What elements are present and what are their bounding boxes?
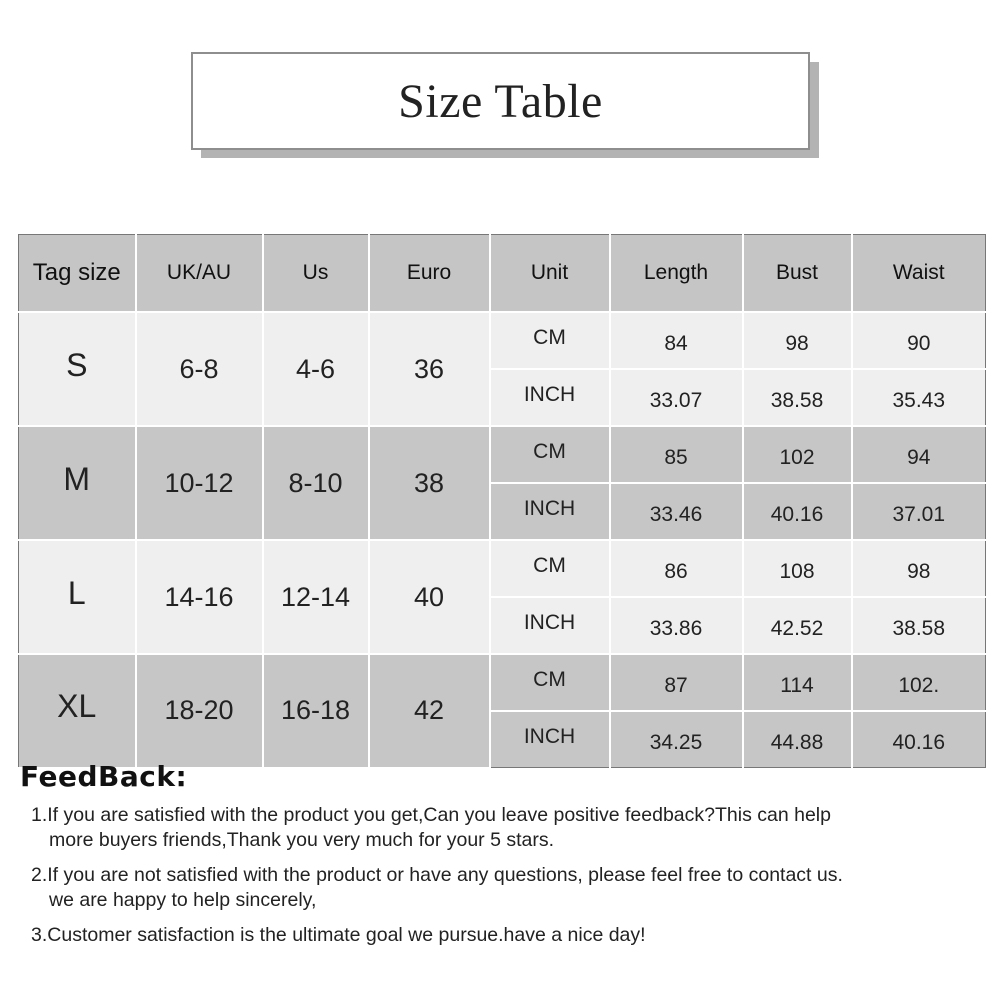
cell-uk-au: 6-8	[136, 312, 263, 426]
header-uk-au: UK/AU	[136, 235, 263, 313]
table-row	[19, 312, 986, 369]
cell-waist: 98	[852, 540, 986, 597]
table-row	[19, 426, 986, 483]
page-title: Size Table	[398, 74, 603, 128]
cell-unit: CM	[490, 312, 610, 369]
header-bust: Bust	[743, 235, 852, 313]
feedback-line: 3.Customer satisfaction is the ultimate goal we pursue.have a nice day!	[31, 924, 646, 946]
cell-length: 85	[610, 426, 743, 483]
cell-unit: INCH	[490, 711, 610, 768]
feedback-line: more buyers friends,Thank you very much for your 5 stars.	[49, 829, 555, 851]
cell-euro: 38	[369, 426, 490, 540]
cell-length: 34.25	[610, 711, 743, 768]
header-us: Us	[263, 235, 369, 313]
feedback-line: we are happy to help sincerely,	[49, 889, 317, 911]
cell-waist: 102.	[852, 654, 986, 711]
cell-length: 33.46	[610, 483, 743, 540]
cell-unit: INCH	[490, 597, 610, 654]
cell-length: 33.07	[610, 369, 743, 426]
cell-bust: 44.88	[743, 711, 852, 768]
cell-length: 86	[610, 540, 743, 597]
cell-bust: 108	[743, 540, 852, 597]
cell-waist: 37.01	[852, 483, 986, 540]
cell-unit: INCH	[490, 483, 610, 540]
table-header-row	[19, 235, 986, 313]
cell-length: 84	[610, 312, 743, 369]
feedback-title: FeedBack:	[20, 760, 188, 793]
feedback-item	[31, 863, 971, 913]
cell-bust: 98	[743, 312, 852, 369]
feedback-item	[31, 803, 971, 853]
cell-uk-au: 14-16	[136, 540, 263, 654]
cell-tag-size: S	[19, 312, 136, 426]
cell-unit: CM	[490, 426, 610, 483]
cell-euro: 36	[369, 312, 490, 426]
feedback-line: 1.If you are satisfied with the product you get,Can you leave positive feedback?This can help	[31, 804, 831, 826]
cell-waist: 38.58	[852, 597, 986, 654]
cell-unit: CM	[490, 654, 610, 711]
header-length: Length	[610, 235, 743, 313]
cell-euro: 42	[369, 654, 490, 768]
header-unit: Unit	[490, 235, 610, 313]
cell-waist: 90	[852, 312, 986, 369]
header-waist: Waist	[852, 235, 986, 313]
cell-us: 12-14	[263, 540, 369, 654]
cell-bust: 40.16	[743, 483, 852, 540]
cell-unit: INCH	[490, 369, 610, 426]
cell-bust: 38.58	[743, 369, 852, 426]
cell-bust: 42.52	[743, 597, 852, 654]
cell-tag-size: M	[19, 426, 136, 540]
title-box	[191, 52, 810, 150]
header-tag-size: Tag size	[19, 235, 136, 313]
cell-us: 4-6	[263, 312, 369, 426]
cell-length: 87	[610, 654, 743, 711]
header-euro: Euro	[369, 235, 490, 313]
cell-us: 8-10	[263, 426, 369, 540]
cell-tag-size: XL	[19, 654, 136, 768]
cell-waist: 40.16	[852, 711, 986, 768]
cell-waist: 94	[852, 426, 986, 483]
cell-bust: 114	[743, 654, 852, 711]
cell-us: 16-18	[263, 654, 369, 768]
cell-tag-size: L	[19, 540, 136, 654]
size-table	[18, 234, 986, 769]
cell-bust: 102	[743, 426, 852, 483]
cell-unit: CM	[490, 540, 610, 597]
cell-uk-au: 10-12	[136, 426, 263, 540]
feedback-line: 2.If you are not satisfied with the product or have any questions, please feel free to contact us.	[31, 864, 843, 886]
cell-length: 33.86	[610, 597, 743, 654]
table-row	[19, 540, 986, 597]
cell-waist: 35.43	[852, 369, 986, 426]
table-row	[19, 654, 986, 711]
cell-euro: 40	[369, 540, 490, 654]
feedback-item	[31, 923, 971, 948]
cell-uk-au: 18-20	[136, 654, 263, 768]
